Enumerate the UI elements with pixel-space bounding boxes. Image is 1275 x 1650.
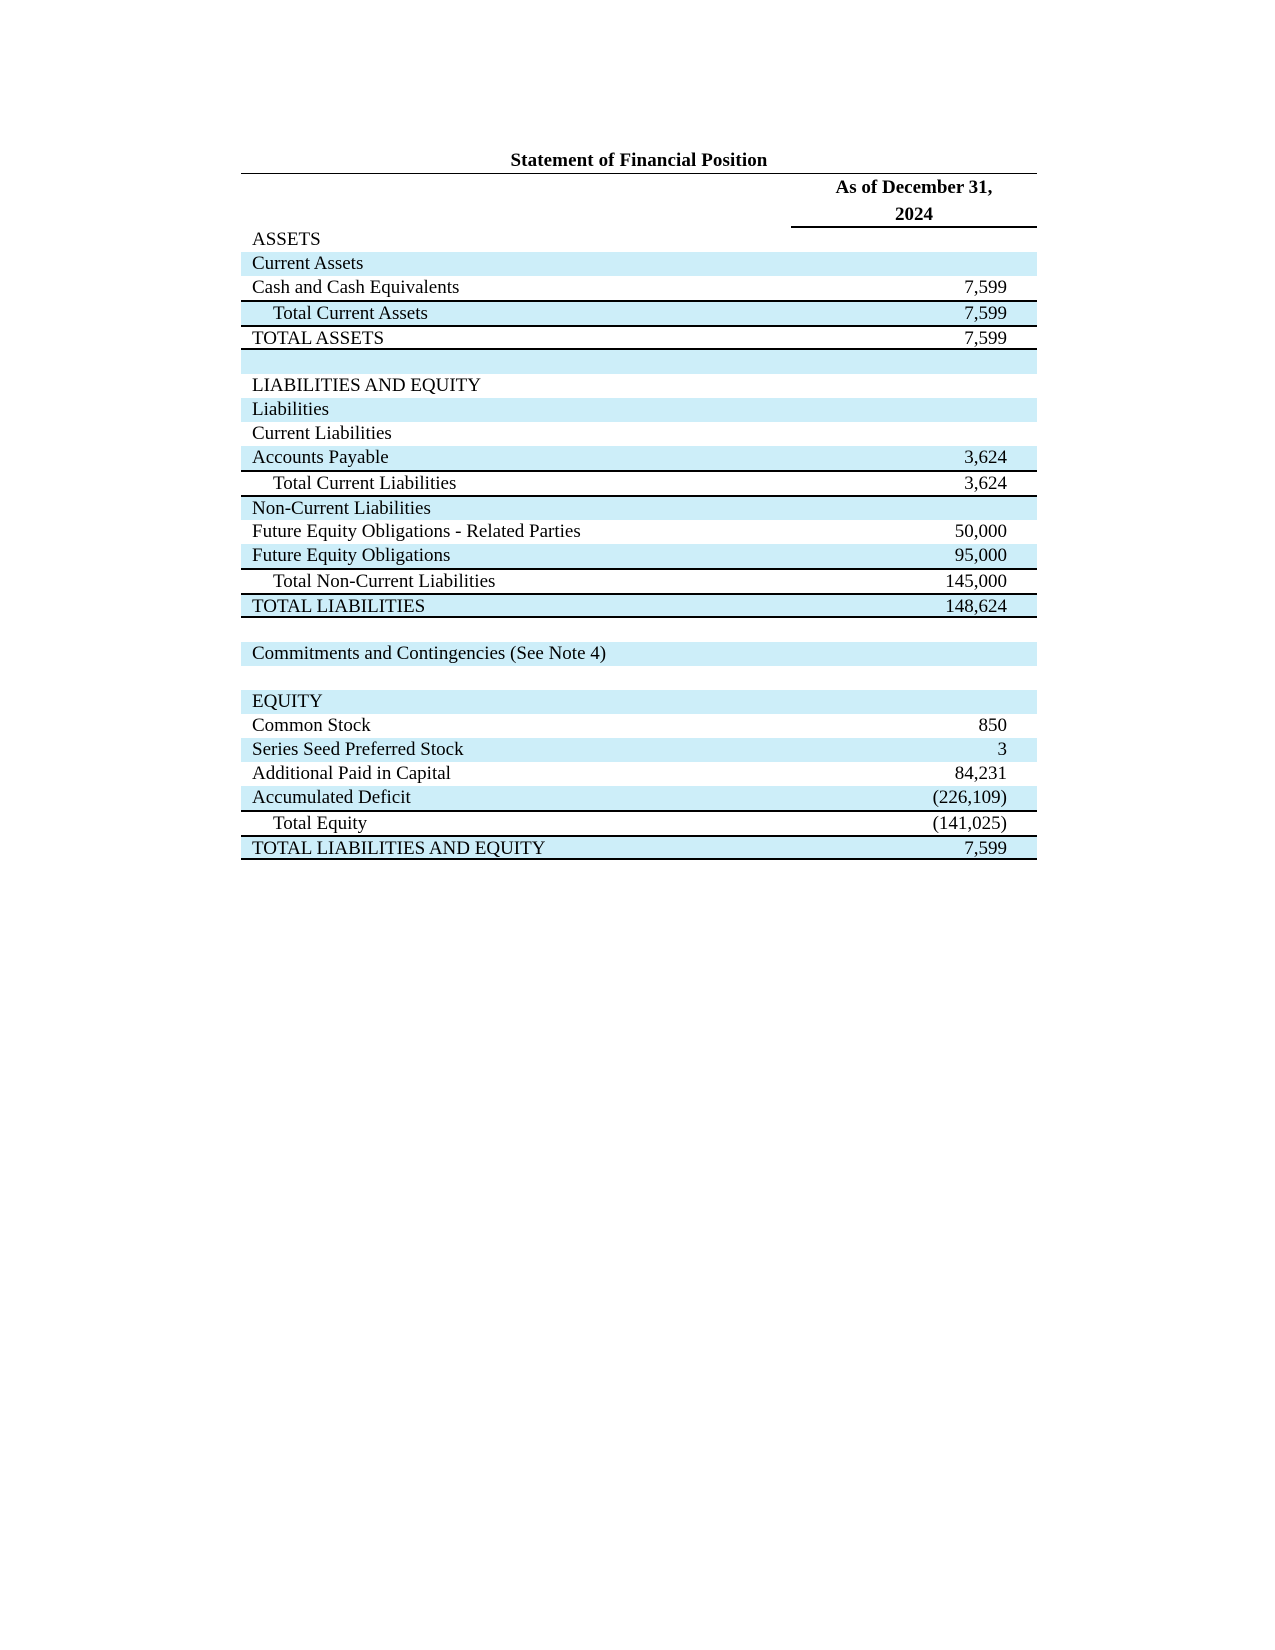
- row-total-current-liabilities: [241, 470, 1037, 495]
- row-value: 84,231: [954, 763, 1007, 784]
- row-label: Total Non-Current Liabilities: [273, 571, 496, 592]
- row-value: 3,624: [964, 473, 1007, 494]
- row-value: 3,624: [964, 447, 1007, 468]
- row-label: Total Equity: [273, 813, 368, 834]
- row-label: Accounts Payable: [252, 447, 389, 468]
- row-value: 3: [997, 739, 1007, 760]
- row-label: Additional Paid in Capital: [252, 763, 451, 784]
- row-total-liabilities: [241, 593, 1037, 618]
- row-total-non-current-liabilities: [241, 568, 1037, 593]
- row-label: ASSETS: [252, 229, 321, 250]
- row-label: Cash and Cash Equivalents: [252, 277, 460, 298]
- row-future-equity-related-parties: [241, 520, 1037, 544]
- row-value: 7,599: [964, 277, 1007, 298]
- row-commitments-and-contingencies: [241, 642, 1037, 666]
- row-label: Series Seed Preferred Stock: [252, 739, 464, 760]
- row-value: 7,599: [964, 303, 1007, 324]
- row-label: TOTAL ASSETS: [252, 328, 385, 349]
- row-liabilities-and-equity-heading: [241, 374, 1037, 398]
- row-total-current-assets: [241, 300, 1037, 325]
- row-accumulated-deficit: [241, 786, 1037, 810]
- row-value: 50,000: [954, 521, 1007, 542]
- row-total-assets: [241, 325, 1037, 350]
- column-header-date: [791, 174, 1037, 228]
- row-label: EQUITY: [252, 691, 323, 712]
- row-label: LIABILITIES AND EQUITY: [252, 375, 482, 396]
- statement-of-financial-position: [241, 148, 1037, 860]
- row-accounts-payable: [241, 446, 1037, 470]
- row-future-equity-obligations: [241, 544, 1037, 568]
- row-value: 7,599: [964, 838, 1007, 859]
- row-current-assets: [241, 252, 1037, 276]
- row-total-liabilities-and-equity: [241, 835, 1037, 860]
- row-equity-heading: [241, 690, 1037, 714]
- row-common-stock: [241, 714, 1037, 738]
- row-total-equity: [241, 810, 1037, 835]
- row-label: Commitments and Contingencies (See Note 4): [252, 643, 607, 664]
- row-label: Total Current Liabilities: [273, 473, 457, 494]
- row-non-current-liabilities: [241, 495, 1037, 520]
- row-series-seed-preferred-stock: [241, 738, 1037, 762]
- row-spacer: [241, 666, 1037, 690]
- row-spacer: [241, 350, 1037, 374]
- row-label: Current Assets: [252, 253, 364, 274]
- row-label: Future Equity Obligations: [252, 545, 451, 566]
- column-header-area: [241, 174, 1037, 228]
- row-label: Non-Current Liabilities: [252, 498, 431, 519]
- row-assets-heading: [241, 228, 1037, 252]
- column-header-line2: 2024: [895, 204, 933, 225]
- row-label: Common Stock: [252, 715, 371, 736]
- row-value: 145,000: [945, 571, 1007, 592]
- column-header-line1: As of December 31,: [835, 177, 993, 198]
- row-label: Accumulated Deficit: [252, 787, 411, 808]
- row-label: Liabilities: [252, 399, 330, 420]
- statement-title: Statement of Financial Position: [241, 148, 1037, 174]
- row-label: Total Current Assets: [273, 303, 428, 324]
- row-label: TOTAL LIABILITIES: [252, 596, 426, 617]
- row-label: TOTAL LIABILITIES AND EQUITY: [252, 838, 546, 859]
- row-value: (141,025): [932, 813, 1007, 834]
- row-label: Current Liabilities: [252, 423, 392, 444]
- row-spacer: [241, 618, 1037, 642]
- row-value: 95,000: [954, 545, 1007, 566]
- row-cash: [241, 276, 1037, 300]
- row-label: Future Equity Obligations - Related Parties: [252, 521, 581, 542]
- statement-rows: [241, 228, 1037, 860]
- row-liabilities: [241, 398, 1037, 422]
- row-additional-paid-in-capital: [241, 762, 1037, 786]
- row-value: 148,624: [945, 596, 1007, 617]
- row-current-liabilities: [241, 422, 1037, 446]
- row-value: 850: [978, 715, 1007, 736]
- row-value: 7,599: [964, 328, 1007, 349]
- row-value: (226,109): [932, 787, 1007, 808]
